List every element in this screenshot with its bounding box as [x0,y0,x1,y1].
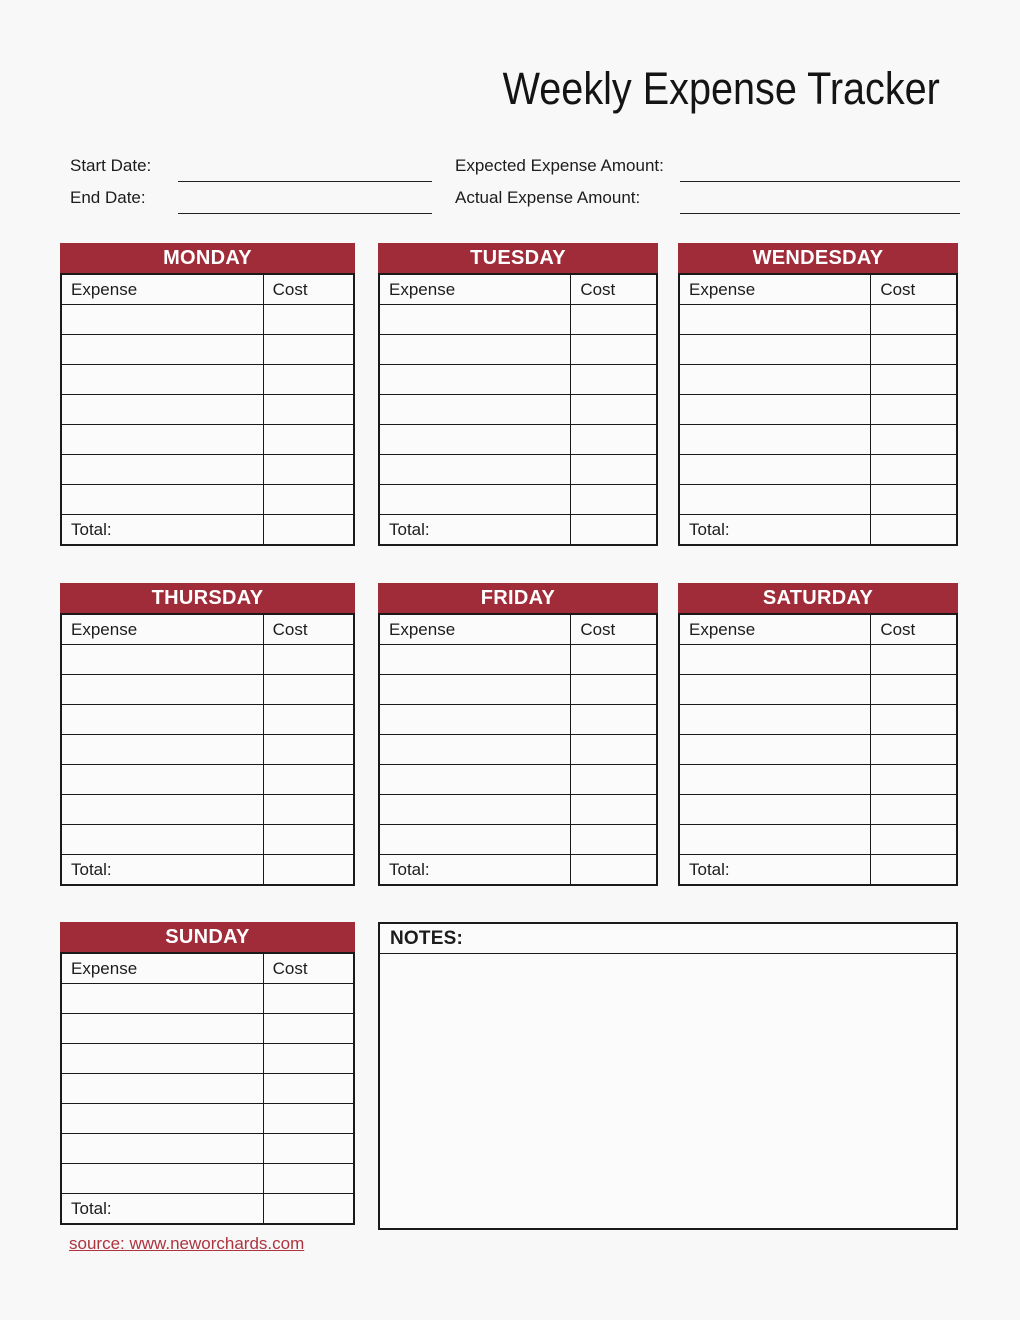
table-row [61,335,354,365]
cost-cell[interactable] [263,675,354,705]
cost-column-header: Cost [871,614,957,645]
actual-expense-field[interactable] [680,191,960,214]
day-header: MONDAY [60,243,355,273]
table-row [679,645,957,675]
expense-table [378,273,658,546]
total-row [379,855,657,886]
table-row [379,425,657,455]
expense-cell[interactable] [379,765,571,795]
notes-content[interactable] [380,954,956,1236]
cost-column-header: Cost [571,274,657,305]
table-row [61,765,354,795]
table-row [61,735,354,765]
expense-column-header: Expense [61,953,263,984]
total-value-cell[interactable] [263,855,354,886]
expense-cell[interactable] [379,795,571,825]
total-row [61,1194,354,1225]
cost-cell[interactable] [871,675,957,705]
day-header: SUNDAY [60,922,355,952]
expense-cell[interactable] [61,675,263,705]
cost-cell[interactable] [263,455,354,485]
cost-cell[interactable] [571,705,657,735]
expense-cell[interactable] [379,705,571,735]
day-header: WENDESDAY [678,243,958,273]
cost-cell[interactable] [571,645,657,675]
expense-cell[interactable] [61,365,263,395]
expense-cell[interactable] [61,1044,263,1074]
cost-cell[interactable] [571,425,657,455]
table-row [61,1104,354,1134]
expense-cell[interactable] [379,735,571,765]
table-row [61,1014,354,1044]
cost-cell[interactable] [871,395,957,425]
day-table-thursday [60,583,355,886]
cost-cell[interactable] [871,765,957,795]
table-row [679,335,957,365]
expense-table [60,952,355,1225]
table-row [61,395,354,425]
expense-cell[interactable] [679,485,871,515]
expense-cell[interactable] [379,305,571,335]
expense-cell[interactable] [379,425,571,455]
expense-cell[interactable] [679,305,871,335]
total-label: Total: [379,855,571,886]
table-row [61,984,354,1014]
expense-cell[interactable] [61,1074,263,1104]
expense-cell[interactable] [679,765,871,795]
table-row [61,1074,354,1104]
cost-cell[interactable] [571,765,657,795]
page-title: Weekly Expense Tracker [502,63,940,114]
table-row [679,765,957,795]
expense-table [60,273,355,546]
start-date-field[interactable] [178,159,432,182]
cost-cell[interactable] [263,735,354,765]
table-row [61,425,354,455]
cost-cell[interactable] [571,305,657,335]
cost-cell[interactable] [571,335,657,365]
cost-cell[interactable] [871,735,957,765]
expense-cell[interactable] [679,455,871,485]
cost-cell[interactable] [571,485,657,515]
actual-expense-label: Actual Expense Amount: [455,188,641,207]
expense-cell[interactable] [61,485,263,515]
table-row [61,795,354,825]
expense-table [678,613,958,886]
cost-cell[interactable] [871,645,957,675]
table-row [61,485,354,515]
total-value-cell[interactable] [263,515,354,546]
cost-cell[interactable] [263,1074,354,1104]
expense-cell[interactable] [679,825,871,855]
expected-expense-field[interactable] [680,159,960,182]
expense-cell[interactable] [61,305,263,335]
table-row [679,795,957,825]
expense-cell[interactable] [61,1134,263,1164]
cost-cell[interactable] [263,705,354,735]
table-row [379,675,657,705]
cost-cell[interactable] [263,645,354,675]
table-row [379,455,657,485]
table-row [61,305,354,335]
expense-cell[interactable] [61,1104,263,1134]
table-row [379,305,657,335]
table-row [379,705,657,735]
cost-column-header: Cost [871,274,957,305]
table-row [679,705,957,735]
table-row [61,1134,354,1164]
expense-column-header: Expense [379,614,571,645]
expense-cell[interactable] [679,675,871,705]
expense-cell[interactable] [61,645,263,675]
day-header: TUESDAY [378,243,658,273]
cost-cell[interactable] [263,765,354,795]
table-row [379,735,657,765]
cost-cell[interactable] [263,485,354,515]
table-row [679,425,957,455]
cost-cell[interactable] [263,305,354,335]
cost-cell[interactable] [871,705,957,735]
total-value-cell[interactable] [571,515,657,546]
table-row [679,395,957,425]
expense-cell[interactable] [379,825,571,855]
day-table-friday [378,583,658,886]
expense-column-header: Expense [679,614,871,645]
source-link[interactable]: source: www.neworchards.com [69,1234,305,1253]
cost-cell[interactable] [871,795,957,825]
expense-cell[interactable] [679,735,871,765]
expense-cell[interactable] [61,825,263,855]
cost-column-header: Cost [263,614,354,645]
table-row [379,335,657,365]
total-label: Total: [61,1194,263,1225]
notes-label: NOTES: [380,924,956,954]
table-row [61,825,354,855]
expense-cell[interactable] [61,1164,263,1194]
expense-cell[interactable] [61,705,263,735]
cost-cell[interactable] [871,485,957,515]
table-row [379,795,657,825]
table-row [379,765,657,795]
cost-cell[interactable] [571,735,657,765]
expense-cell[interactable] [379,395,571,425]
table-row [379,645,657,675]
total-label: Total: [61,515,263,546]
total-value-cell[interactable] [871,515,957,546]
expense-cell[interactable] [61,1014,263,1044]
cost-column-header: Cost [263,274,354,305]
expense-cell[interactable] [61,425,263,455]
cost-cell[interactable] [871,335,957,365]
expense-cell[interactable] [679,425,871,455]
day-table-tuesday [378,243,658,546]
cost-cell[interactable] [263,1164,354,1194]
table-row [379,395,657,425]
expense-column-header: Expense [379,274,571,305]
total-row [61,515,354,546]
expense-cell[interactable] [379,645,571,675]
end-date-label: End Date: [70,188,146,207]
cost-cell[interactable] [571,455,657,485]
total-label: Total: [61,855,263,886]
expense-cell[interactable] [61,795,263,825]
cost-cell[interactable] [571,365,657,395]
expense-cell[interactable] [679,395,871,425]
cost-cell[interactable] [263,984,354,1014]
cost-cell[interactable] [871,425,957,455]
expense-cell[interactable] [61,335,263,365]
cost-cell[interactable] [263,335,354,365]
cost-cell[interactable] [871,365,957,395]
total-value-cell[interactable] [571,855,657,886]
expense-cell[interactable] [679,365,871,395]
table-row [61,675,354,705]
expense-cell[interactable] [379,485,571,515]
cost-cell[interactable] [871,455,957,485]
expense-column-header: Expense [61,274,263,305]
total-row [679,855,957,886]
table-row [679,365,957,395]
expense-column-header: Expense [679,274,871,305]
expense-table [378,613,658,886]
total-value-cell[interactable] [263,1194,354,1225]
table-row [679,825,957,855]
expense-cell[interactable] [379,455,571,485]
total-label: Total: [679,855,871,886]
total-row [61,855,354,886]
table-row [679,675,957,705]
cost-cell[interactable] [871,305,957,335]
table-row [379,365,657,395]
expense-cell[interactable] [679,645,871,675]
table-row [679,455,957,485]
table-row [379,485,657,515]
day-table-saturday [678,583,958,886]
table-row [61,455,354,485]
total-value-cell[interactable] [871,855,957,886]
table-row [679,485,957,515]
total-label: Total: [379,515,571,546]
day-header: SATURDAY [678,583,958,613]
expense-cell[interactable] [379,675,571,705]
expense-cell[interactable] [61,765,263,795]
expense-cell[interactable] [61,455,263,485]
table-row [61,365,354,395]
table-row [61,1164,354,1194]
start-date-label: Start Date: [70,156,152,175]
expense-column-header: Expense [61,614,263,645]
expense-cell[interactable] [61,984,263,1014]
cost-cell[interactable] [263,795,354,825]
table-row [679,735,957,765]
cost-cell[interactable] [263,1134,354,1164]
table-row [379,825,657,855]
expense-table [60,613,355,886]
cost-cell[interactable] [571,675,657,705]
cost-cell[interactable] [571,825,657,855]
day-header: THURSDAY [60,583,355,613]
cost-cell[interactable] [571,795,657,825]
end-date-field[interactable] [178,191,432,214]
table-row [61,1044,354,1074]
cost-column-header: Cost [571,614,657,645]
table-row [61,645,354,675]
notes-box [378,922,958,1230]
cost-cell[interactable] [263,395,354,425]
expense-cell[interactable] [679,795,871,825]
cost-cell[interactable] [571,395,657,425]
expected-expense-label: Expected Expense Amount: [455,156,664,175]
total-label: Total: [679,515,871,546]
expense-cell[interactable] [379,335,571,365]
day-table-monday [60,243,355,546]
cost-cell[interactable] [263,825,354,855]
expense-cell[interactable] [61,735,263,765]
table-row [679,305,957,335]
day-table-sunday [60,922,355,1225]
day-table-wednesday [678,243,958,546]
cost-cell[interactable] [263,365,354,395]
total-row [679,515,957,546]
cost-cell[interactable] [263,1014,354,1044]
cost-cell[interactable] [263,1044,354,1074]
cost-cell[interactable] [263,1104,354,1134]
expense-cell[interactable] [379,365,571,395]
table-row [61,705,354,735]
day-header: FRIDAY [378,583,658,613]
expense-cell[interactable] [679,335,871,365]
expense-table [678,273,958,546]
cost-column-header: Cost [263,953,354,984]
cost-cell[interactable] [263,425,354,455]
expense-cell[interactable] [61,395,263,425]
cost-cell[interactable] [871,825,957,855]
total-row [379,515,657,546]
expense-cell[interactable] [679,705,871,735]
